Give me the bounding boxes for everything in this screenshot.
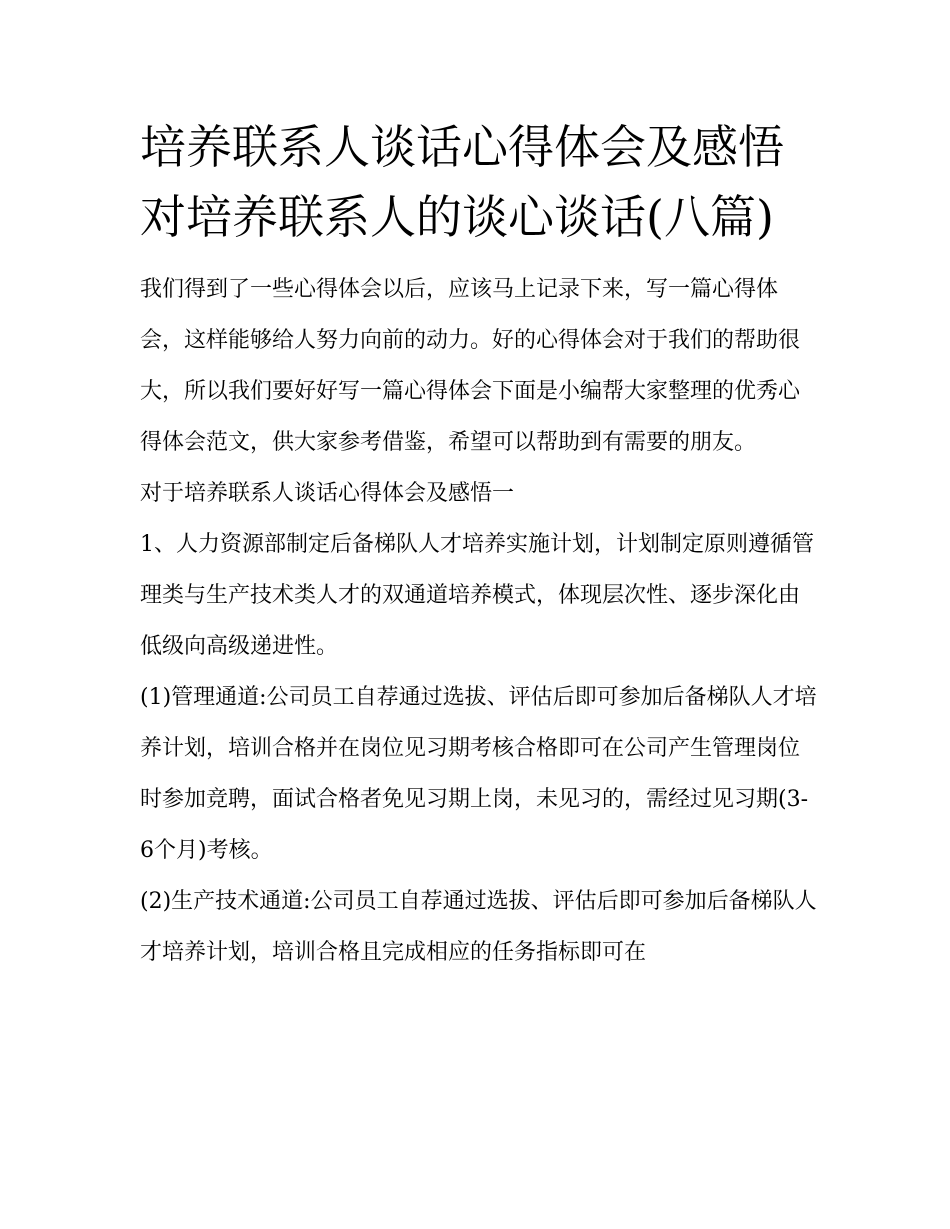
- intro-paragraph: 我们得到了一些心得体会以后，应该马上记录下来，写一篇心得体会，这样能够给人努力向前的动力。好的心得体会对于我们的帮助很大，所以我们要好好写一篇心得体会下面是小编帮大家整理的优秀心得体会范文，供大家参考借鉴，希望可以帮助到有需要的朋友。: [140, 277, 801, 455]
- management-channel-paragraph: (1)管理通道:公司员工自荐通过选拔、评估后即可参加后备梯队人才培养计划，培训合格并在岗位见习期考核合格即可在公司产生管理岗位时参加竞聘，面试合格者免见习期上岗，未见习的，需经过见习期(3-6个月)考核。: [140, 685, 817, 863]
- section-heading: 对于培养联系人谈话心得体会及感悟一: [140, 481, 515, 506]
- document-title: 培养联系人谈话心得体会及感悟 对培养联系人的谈心谈话(八篇): [140, 120, 784, 244]
- technical-channel-paragraph: (2)生产技术通道:公司员工自荐通过选拔、评估后即可参加后备梯队人才培养计划，培训合格且完成相应的任务指标即可在: [140, 889, 817, 965]
- document-body: [140, 112, 820, 978]
- body-paragraph: 1、人力资源部制定后备梯队人才培养实施计划，计划制定原则遵循管理类与生产技术类人才的双通道培养模式，体现层次性、逐步深化由低级向高级递进性。: [140, 532, 814, 659]
